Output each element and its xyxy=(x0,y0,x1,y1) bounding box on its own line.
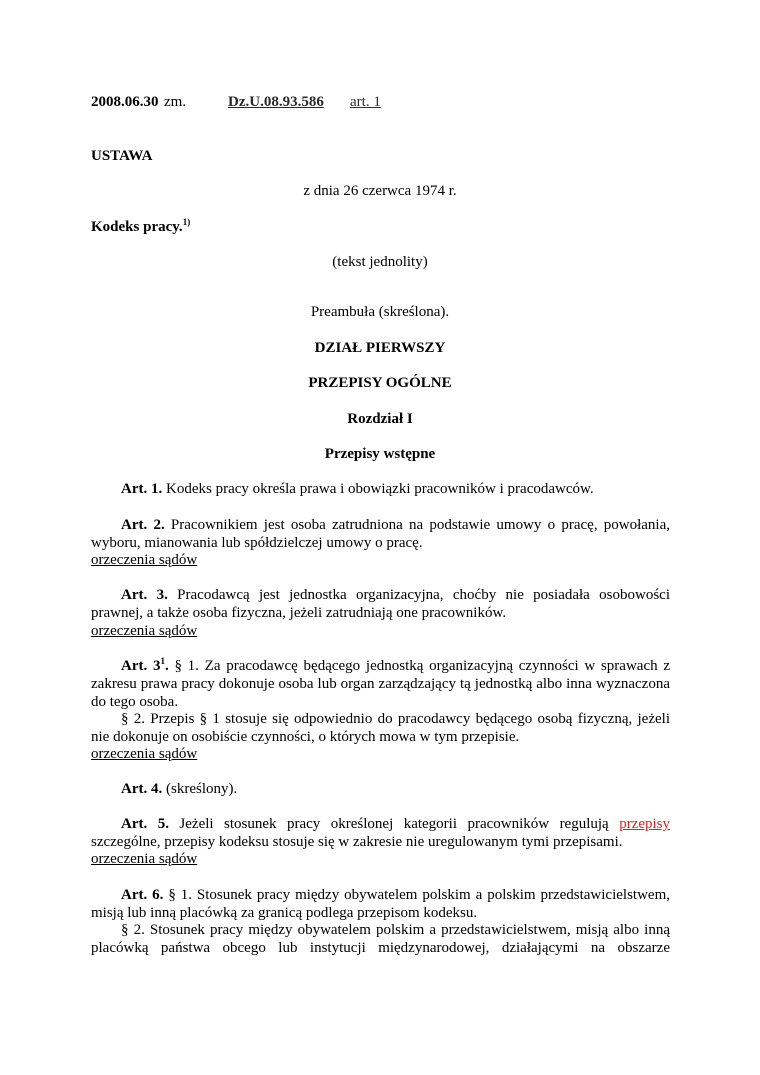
article-label: Art. 5. xyxy=(121,816,169,832)
court-rulings-link[interactable]: orzeczenia sądów xyxy=(91,746,198,762)
article-3-1-paragraph-2: § 2. Przepis § 1 stosuje się odpowiednio do pracodawcy będącego osobą fizyczną, jeżeli nie dokonuje on osobiście czynności, o których mowa w tym przepisie. xyxy=(91,711,670,745)
article-paragraph-1: § 1. Stosunek pracy między obywatelem polskim a polskim przedstawicielstwem, misją lub inną placówką za granicą podlega przepisom kodeksu. xyxy=(91,887,670,921)
article-label: Art. 3. xyxy=(121,587,168,603)
article-2 xyxy=(91,516,670,552)
article-label: Art. 4. xyxy=(121,781,163,797)
consolidated-text-note: (tekst jednolity) xyxy=(332,254,428,270)
chapter-heading: Rozdział I xyxy=(347,411,413,427)
act-type: USTAWA xyxy=(91,148,153,164)
article-6 xyxy=(91,886,670,922)
act-name xyxy=(91,218,190,236)
amendment-label: zm. xyxy=(164,94,187,110)
amendment-date: 2008.06.30 xyxy=(91,94,159,110)
article-superscript: 1 xyxy=(160,656,165,666)
footnote-marker[interactable]: 1) xyxy=(182,217,191,227)
article-text: Kodeks pracy określa prawa i obowiązki pracowników i pracodawców. xyxy=(166,481,594,497)
division-heading: DZIAŁ PIERWSZY xyxy=(314,340,446,356)
article-text-before: Jeżeli stosunek pracy określonej kategorii pracowników regulują xyxy=(179,816,609,832)
article-reference-link[interactable]: art. 1 xyxy=(350,94,381,110)
article-3-1 xyxy=(91,657,670,711)
article-4 xyxy=(91,780,670,798)
article-6-paragraph-2: § 2. Stosunek pracy między obywatelem polskim a przedstawicielstwem, misją albo inną placówką państwa obcego lub instytucji międzynarodowej, działającymi na obszarze xyxy=(91,922,670,956)
article-text: Pracownikiem jest osoba zatrudniona na podstawie umowy o pracę, powołania, wyboru, mianowania lub spółdzielczej umowy o pracę. xyxy=(91,517,671,551)
preamble-note: Preambuła (skreślona). xyxy=(310,304,450,320)
article-text: (skreślony). xyxy=(166,781,238,797)
article-5 xyxy=(91,815,670,851)
chapter-title: Przepisy wstępne xyxy=(324,446,436,462)
article-3 xyxy=(91,586,670,622)
article-label: Art. 6. xyxy=(121,887,164,903)
article-text: Pracodawcą jest jednostka organizacyjna, choćby nie posiadała osobowości prawnej, a także osoba fizyczna, jeżeli zatrudniają one pracowników. xyxy=(91,587,670,621)
article-label-dot: . xyxy=(164,658,169,674)
article-label: Art. 2. xyxy=(121,517,165,533)
article-text-after: szczególne, przepisy kodeksu stosuje się w zakresie nie uregulowanym tymi przepisami. xyxy=(91,834,623,850)
act-date: z dnia 26 czerwca 1974 r. xyxy=(303,183,457,199)
article-paragraph-1: § 1. Za pracodawcę będącego jednostką organizacyjną czynności w sprawach z zakresu prawa pracy dokonuje osoba lub organ zarządzający tą jednostką albo inna wyznaczona do tego osoba. xyxy=(91,658,670,710)
court-rulings-link[interactable]: orzeczenia sądów xyxy=(91,552,198,568)
division-title: PRZEPISY OGÓLNE xyxy=(308,375,452,391)
act-name-text: Kodeks pracy. xyxy=(91,219,183,235)
article-label-text: Art. 3 xyxy=(121,658,161,674)
court-rulings-link[interactable]: orzeczenia sądów xyxy=(91,623,198,639)
article-1 xyxy=(91,480,670,498)
court-rulings-link[interactable]: orzeczenia sądów xyxy=(91,851,198,867)
article-label xyxy=(121,658,169,674)
journal-reference-link[interactable]: Dz.U.08.93.586 xyxy=(228,94,324,110)
article-label: Art. 1. xyxy=(121,481,163,497)
regulations-link[interactable]: przepisy xyxy=(619,816,671,832)
